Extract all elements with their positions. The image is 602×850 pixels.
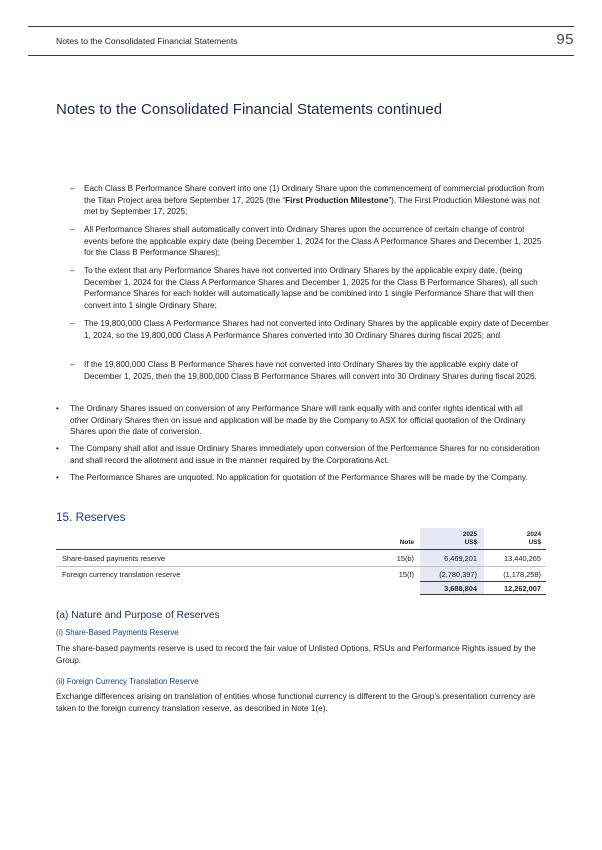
fct-reserve-text: Exchange differences arising on translation of entities whose functional currency is different to the Group’s presentation currency are taken to the foreign currency translation reserve, as described in Note 1(e). xyxy=(56,692,536,713)
sub-bullet-5 xyxy=(70,359,550,382)
bullet-3 xyxy=(56,472,540,484)
row-note: 15(b) xyxy=(396,554,414,563)
row-value-2024: 13,440,265 xyxy=(504,554,541,563)
row-label: Foreign currency translation reserve xyxy=(62,570,181,579)
bullet-2 xyxy=(56,443,540,466)
table-total-rule xyxy=(420,581,546,582)
page-title: Notes to the Consolidated Financial Statements continued xyxy=(56,101,443,118)
table-header-rule xyxy=(56,549,546,550)
reserves-section-title: 15. Reserves xyxy=(56,510,126,524)
sub-bullet-1-bold: First Production Milestone xyxy=(285,195,389,205)
total-2025: 3,688,804 xyxy=(444,584,477,593)
col-2024-unit: US$ xyxy=(528,539,541,546)
fct-reserve-title: (ii) Foreign Currency Translation Reserve xyxy=(56,677,199,686)
col-2024-year: 2024 xyxy=(526,531,541,538)
bullet-3-text: The Performance Shares are unquoted. No application for quotation of the Performance Shares will be made by the Company. xyxy=(70,473,528,482)
row-value-2024: (1,178,258) xyxy=(503,570,541,579)
sub-bullet-5-text: If the 19,800,000 Class B Performance Shares have not converted into Ordinary Shares by the applicable expiry date of December 1, 2025, then the 19,800,000 Class B Performance Shares will convert into 30 Ordinary Shares during fiscal 2026. xyxy=(84,360,537,381)
col-2025-year: 2025 xyxy=(462,531,477,538)
page-number: 95 xyxy=(556,31,574,48)
header-top-rule xyxy=(28,26,574,27)
dash-marker: – xyxy=(70,225,75,234)
dash-marker: – xyxy=(70,266,75,275)
bullet-2-text: The Company shall allot and issue Ordinary Shares immediately upon conversion of the Performance Shares for no consideration and shall record the allotment and issue in the manner required by the Corporations Act. xyxy=(70,444,540,465)
sub-bullet-1-post: ”). The First Production Milestone was not met by September 17, 2025; xyxy=(84,195,540,217)
col-2025-unit: US$ xyxy=(464,539,477,546)
header-title: Notes to the Consolidated Financial Statements xyxy=(56,36,238,46)
dash-marker: – xyxy=(70,319,75,328)
dash-marker: – xyxy=(70,360,75,369)
sub-bullet-2 xyxy=(70,224,550,259)
sbp-reserve-text: The share-based payments reserve is used to record the fair value of Unlisted Options, RSUs and Performance Rights issued by the Group. xyxy=(56,644,536,665)
header-bottom-rule xyxy=(28,55,574,56)
col-note-header: Note xyxy=(399,539,414,546)
bullet-1 xyxy=(56,403,540,438)
total-2024: 12,262,007 xyxy=(504,584,541,593)
sub-bullet-4-text: The 19,800,000 Class A Performance Shares had not converted into Ordinary Shares by the applicable expiry date of December 1, 2024, so the 19,800,000 Class A Performance Shares converted into 30 Ordinary Shares during fiscal 2025; and xyxy=(84,319,549,340)
sbp-reserve-title: (i) Share-Based Payments Reserve xyxy=(56,628,179,637)
sub-bullet-4 xyxy=(70,318,550,341)
sub-bullet-3 xyxy=(70,265,550,311)
sub-bullet-1-pre: Each Class B Performance Share convert into one (1) Ordinary Share upon the commencement of commercial production from the Titan Project area before September 17, 2025 (the “ xyxy=(84,184,545,205)
row-value-2025: (2,780,397) xyxy=(439,570,477,579)
sub-bullet-2-text: All Performance Shares shall automatically convert into Ordinary Shares upon the occurrence of certain change of control events before the applicable expiry date (being December 1, 2024 for the Class A Performance Shares and December 1, 2025 for the Class B Performance Shares); xyxy=(84,225,542,258)
table-bottom-rule xyxy=(420,594,546,595)
table-row-rule xyxy=(56,566,546,567)
sub-bullet-1 xyxy=(70,183,550,218)
row-value-2025: 6,469,201 xyxy=(444,554,477,563)
bullet-marker: • xyxy=(56,404,59,413)
bullet-1-text: The Ordinary Shares issued on conversion of any Performance Share will rank equally with and confer rights identical with all other Ordinary Shares then on issue and application will be made by the Company to ASX for official quotation of the Ordinary Shares upon the date of conversion. xyxy=(70,404,526,437)
bullet-marker: • xyxy=(56,444,59,453)
bullet-marker: • xyxy=(56,473,59,482)
row-label: Share-based payments reserve xyxy=(62,554,166,563)
dash-marker: – xyxy=(70,184,75,193)
nature-purpose-title: (a) Nature and Purpose of Reserves xyxy=(56,610,220,621)
sub-bullet-3-text: To the extent that any Performance Shares have not converted into Ordinary Shares by the applicable expiry date, (being December 1, 2024 for the Class A Performance Shares and December 1, 2025 for the Class B Performance Shares), all such Performance Shares for each holder will automatically lapse and be combined into 1 single Performance Share that will then convert into 1 single Ordinary Share; xyxy=(84,266,538,310)
row-note: 15(f) xyxy=(398,570,414,579)
